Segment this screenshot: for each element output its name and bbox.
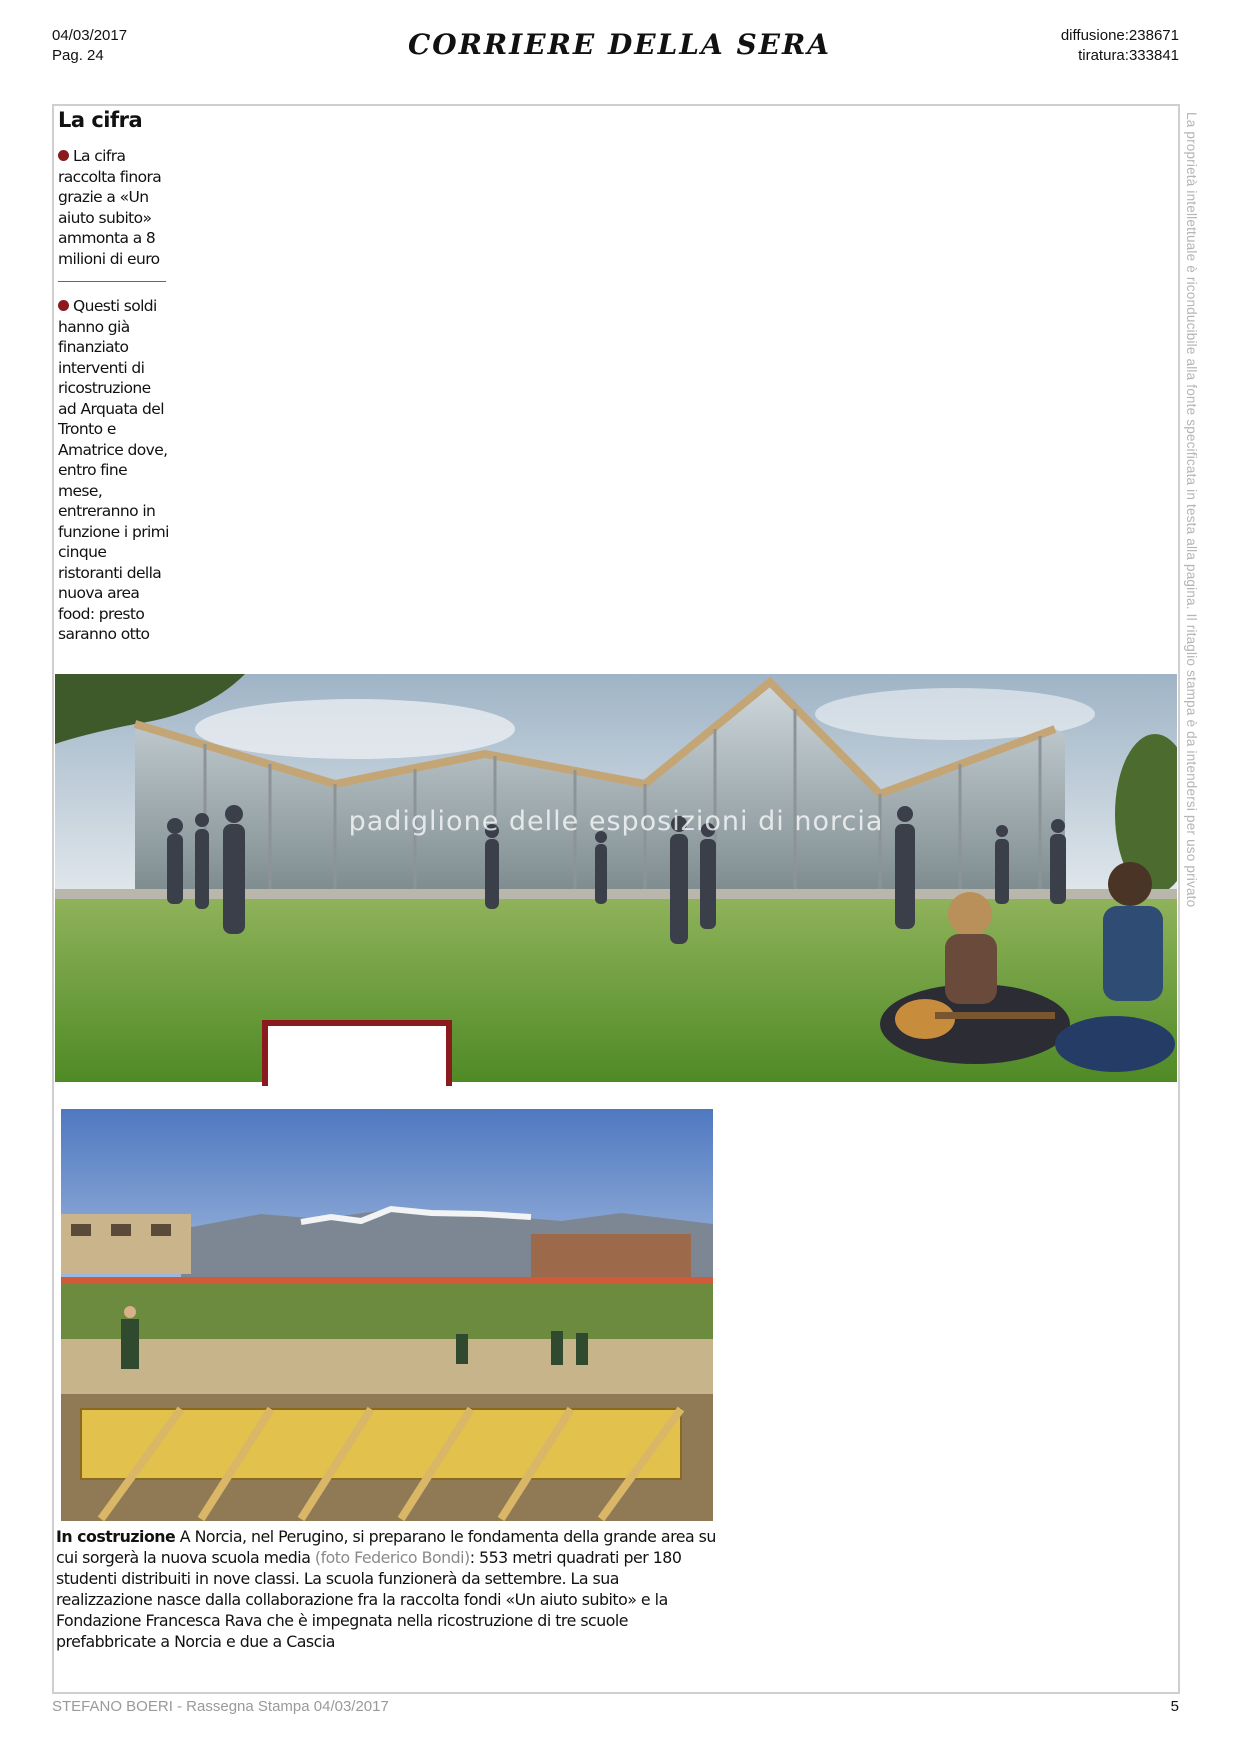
red-accent-box (262, 1020, 452, 1086)
tiratura-stat: tiratura:333841 (1078, 47, 1179, 64)
caption-text-2: : 553 metri quadrati per 180 studenti distribuiti in nove classi. La scuola funzionerà da settembre. La sua realizzazione nasce dalla collaborazione fra la raccolta fondi «Un aiuto subito» e la Fondazione Francesca Rava che è impegnata nella ricostruzione di tre scuole prefabbricate a Norcia e due a Cascia (56, 1548, 682, 1651)
header-stats-block (1061, 26, 1179, 66)
footer-source: STEFANO BOERI - Rassegna Stampa 04/03/2017 (52, 1698, 389, 1715)
bullet-icon (58, 150, 69, 161)
sidebar-divider (58, 281, 166, 282)
render-watermark: padiglione delle esposizioni di norcia (348, 806, 884, 837)
pavilion-illustration (55, 674, 1177, 1082)
photo-credit: (foto Federico Bondi) (314, 1548, 470, 1567)
pavilion-render-image (55, 674, 1177, 1082)
sidebar-point-1-text: La cifra raccolta finora grazie a «Un aiuto subito» ammonta a 8 milioni di euro (58, 147, 162, 268)
copyright-notice (1183, 112, 1203, 1072)
diffusione-stat: diffusione:238671 (1060, 27, 1179, 44)
sidebar-point-2-text: Questi soldi hanno già finanziato interventi di ricostruzione ad Arquata del Tronto e Amatrice dove, entro fine mese, entreranno in funzione i primi cinque ristoranti della nuova area food: presto saranno otto (58, 297, 169, 643)
construction-site-illustration (61, 1109, 713, 1521)
bullet-icon (58, 300, 69, 311)
issue-date: 04/03/2017 (52, 27, 128, 44)
photo-caption (56, 1526, 716, 1652)
caption-text-1: A Norcia, nel Perugino, si preparano le fondamenta della grande area su cui sorgerà la nuova scuola media (56, 1527, 716, 1567)
sidebar-box (58, 108, 170, 645)
caption-lead: In costruzione (56, 1527, 176, 1546)
sidebar-title: La cifra (58, 108, 143, 132)
construction-photo (61, 1109, 713, 1521)
sidebar-point-1 (58, 146, 170, 269)
page-label: Pag. 24 (52, 47, 104, 64)
newspaper-masthead: CORRIERE DELLA SERA (407, 28, 832, 61)
sidebar-point-2 (58, 296, 170, 645)
footer-page-number: 5 (1170, 1698, 1179, 1715)
copyright-notice-text: La proprietà intellettuale è riconducibile alla fonte specificata in testa alla pagina. Il ritaglio stampa è da intendersi per uso privato (1184, 112, 1199, 908)
